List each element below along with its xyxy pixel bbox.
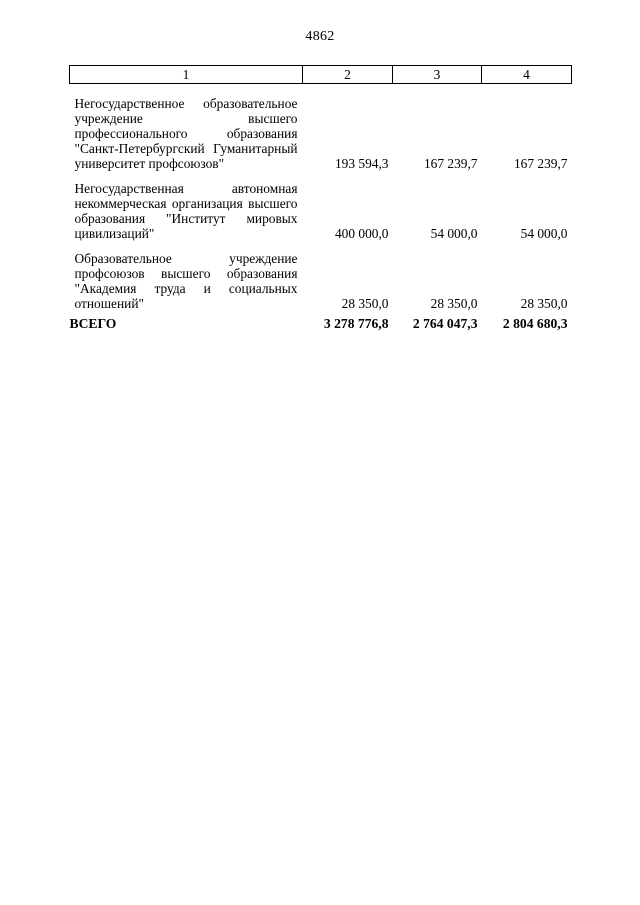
value-col-3: 28 350,0 (430, 296, 478, 311)
value-col-4: 167 239,7 (513, 156, 568, 171)
value-col-3: 54 000,0 (430, 226, 478, 241)
table-row (70, 84, 572, 172)
budget-table (69, 65, 572, 331)
table-row (70, 171, 572, 241)
value-col-4: 54 000,0 (520, 226, 568, 241)
table-row (70, 241, 572, 311)
total-row (70, 311, 572, 331)
header-col-3: 3 (393, 66, 482, 84)
header-col-1: 1 (70, 66, 303, 84)
organization-name: Образовательное учреждение профсоюзов высшего образования "Академия труда и социальных отношений" (74, 251, 298, 311)
page-number: 4862 (305, 29, 335, 44)
header-col-2: 2 (303, 66, 393, 84)
value-col-2: 400 000,0 (334, 226, 389, 241)
value-col-2: 193 594,3 (334, 156, 389, 171)
value-col-4: 28 350,0 (520, 296, 568, 311)
header-row (70, 66, 572, 84)
total-label: ВСЕГО (69, 316, 117, 331)
value-col-2: 28 350,0 (341, 296, 389, 311)
value-col-3: 167 239,7 (423, 156, 478, 171)
table-header (70, 66, 572, 84)
total-col-3: 2 764 047,3 (412, 316, 478, 331)
organization-name: Негосударственная автономная некоммерческая организация высшего образования "Институт мировых цивилизаций" (74, 181, 298, 241)
table-body (70, 84, 572, 332)
total-col-4: 2 804 680,3 (502, 316, 568, 331)
organization-name: Негосударственное образовательное учреждение высшего профессионального образования "Санкт-Петербургский Гуманитарный университет профсоюзов" (74, 96, 298, 171)
total-col-2: 3 278 776,8 (323, 316, 389, 331)
header-col-4: 4 (482, 66, 572, 84)
